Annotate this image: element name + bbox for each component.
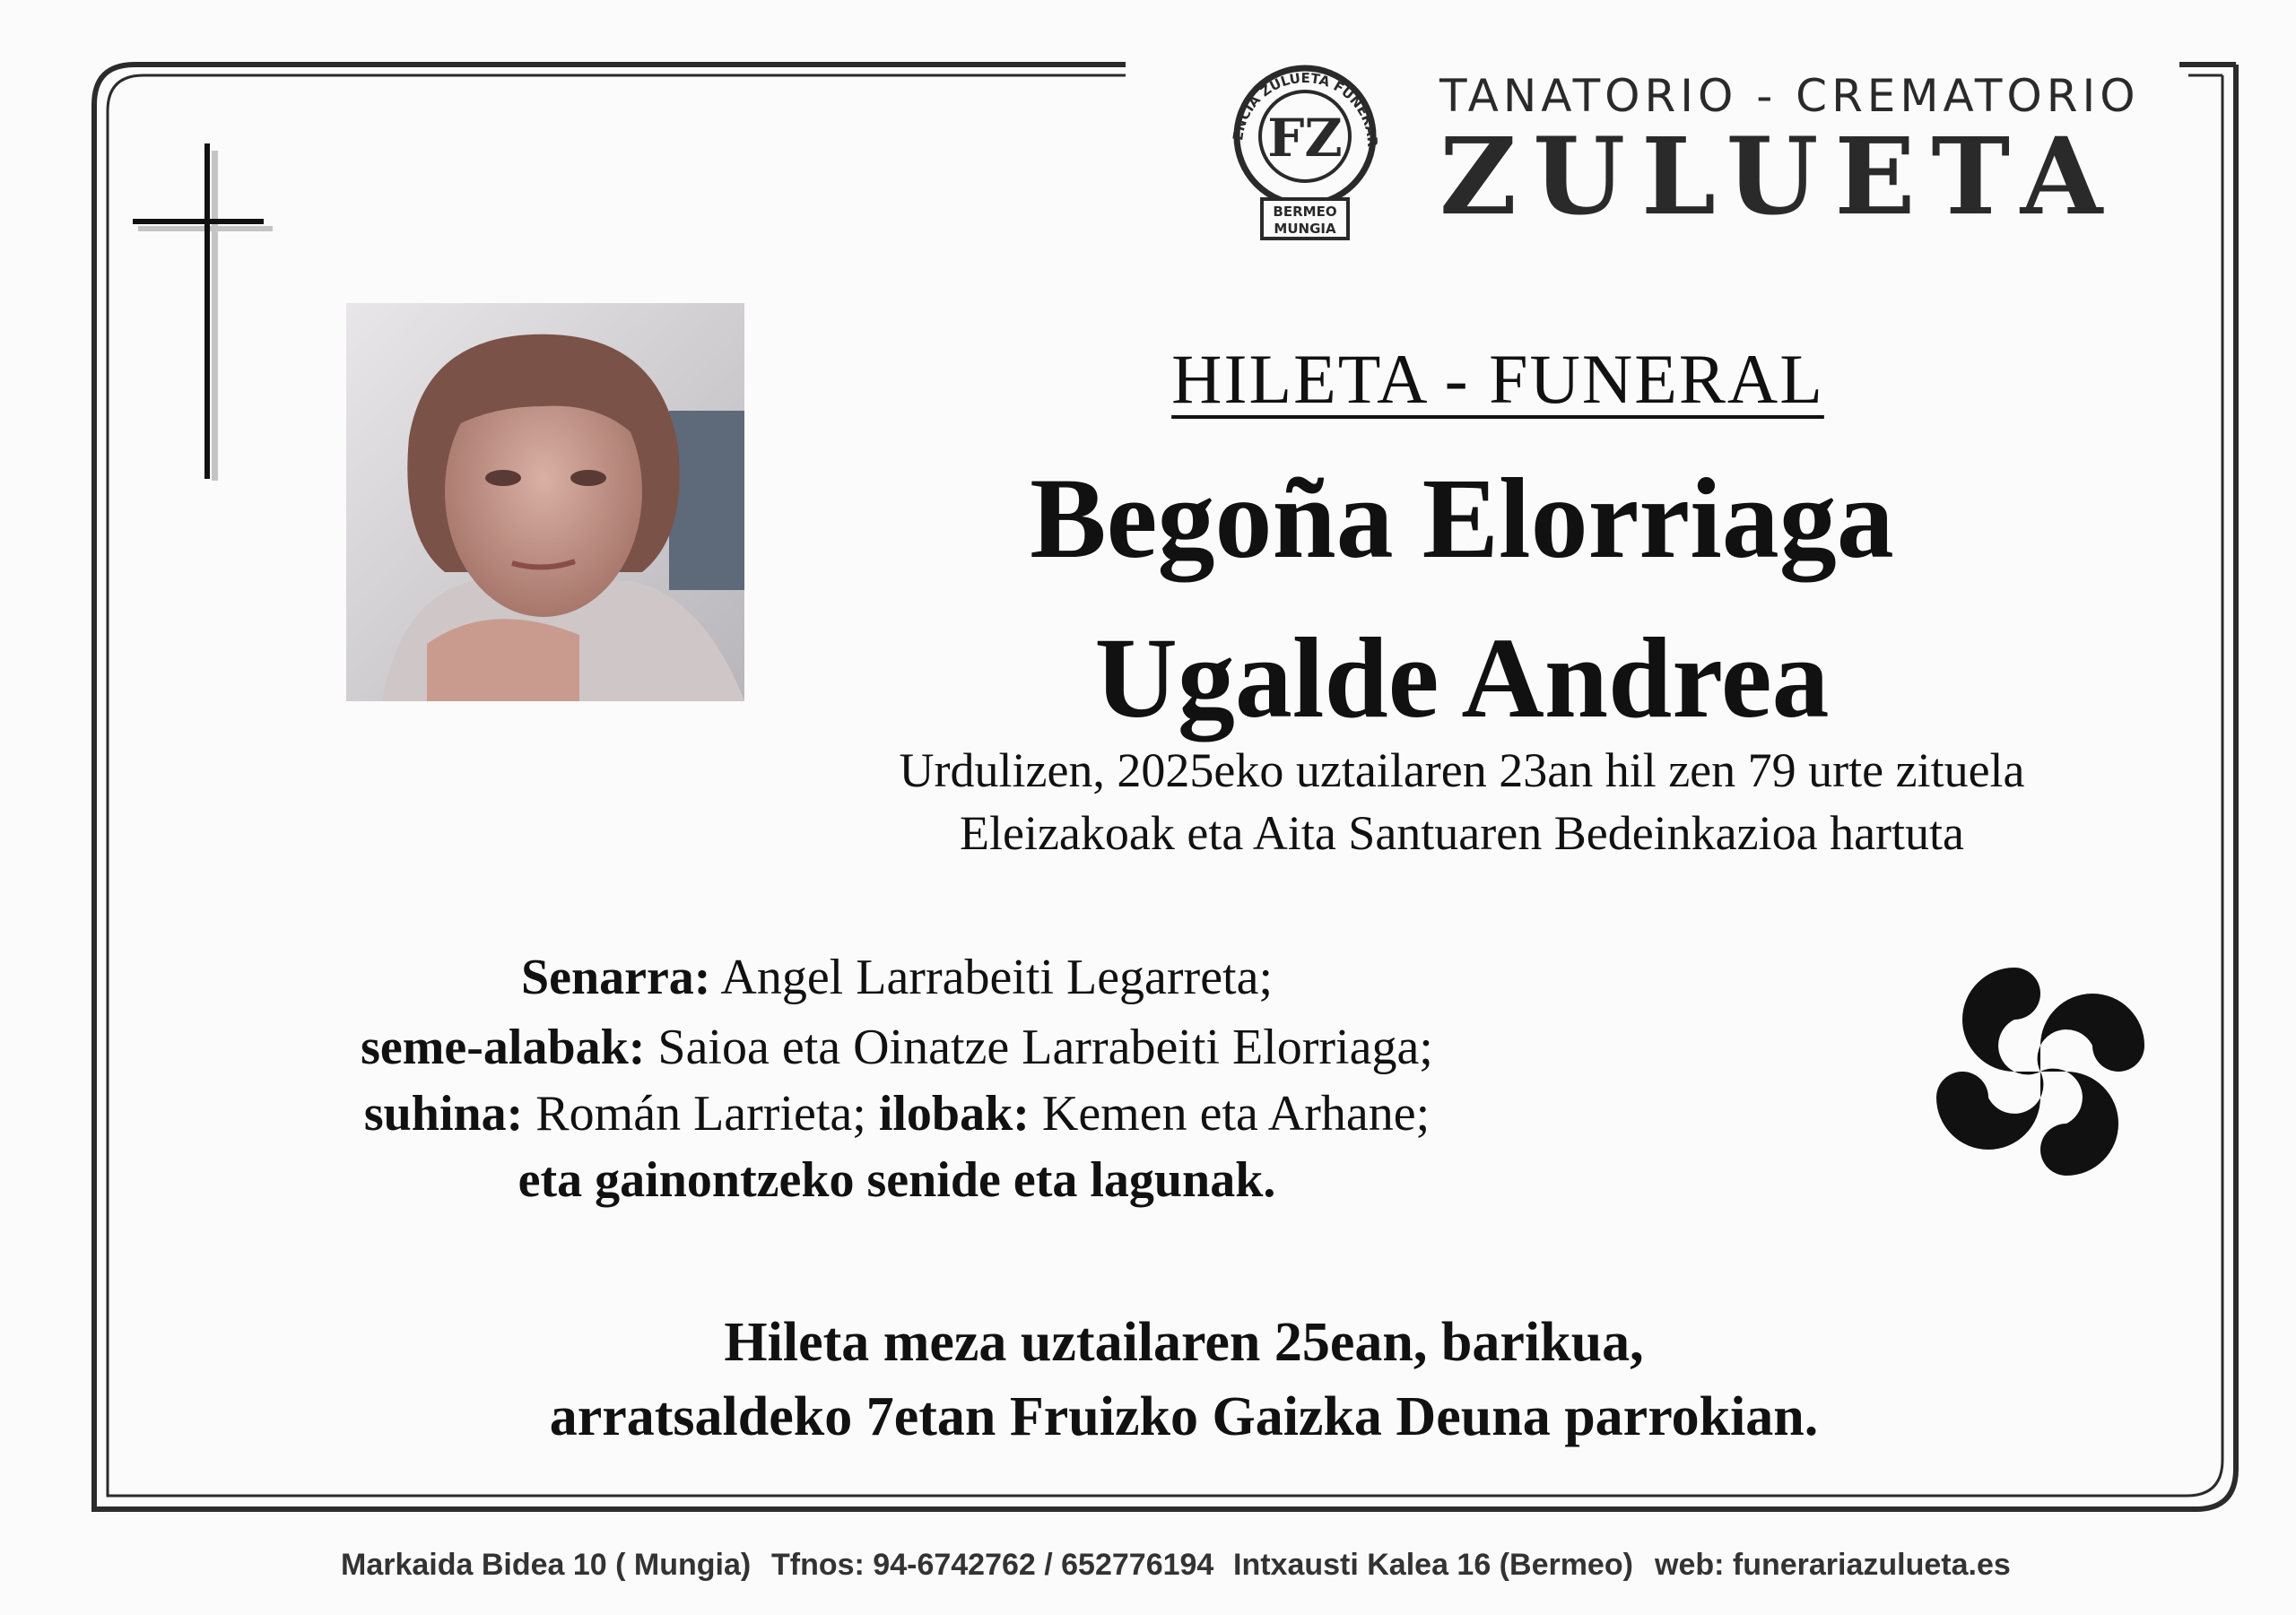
sacrament-info: Eleizakoak eta Aita Santuaren Bedeinkazioa hartuta — [960, 806, 1964, 860]
lauburu-icon — [1910, 942, 2170, 1202]
footer-address-mungia: Markaida Bidea 10 ( Mungia) — [341, 1548, 752, 1582]
logo-ring-top: ZULUETA — [1257, 69, 1332, 100]
spouse-label: Senarra: — [520, 950, 711, 1005]
death-info: Urdulizen, 2025eko uztailaren 23an hil zen 79 urte zituela — [899, 743, 2025, 797]
spouse-name: Angel Larrabeiti Legarreta; — [710, 950, 1274, 1005]
logo-monogram: FZ — [1267, 108, 1343, 169]
deceased-name-line1: Begoña Elorriaga — [1030, 455, 1894, 582]
grandchildren-names: Kemen eta Arhane; — [1029, 1086, 1431, 1142]
family-inlaws — [269, 1085, 1525, 1142]
children-names: Saioa eta Oinatze Larrabeiti Elorriaga; — [645, 1020, 1433, 1075]
footer-website[interactable]: web: funerariazulueta.es — [1655, 1548, 2011, 1582]
family-spouse — [269, 949, 1525, 1006]
brand-tagline: TANATORIO - CREMATORIO — [1439, 70, 2140, 122]
children-label: seme-alabak: — [361, 1020, 646, 1075]
logo-bottom-line2: MUNGIA — [1274, 221, 1336, 237]
soninlaw-name: Román Larrieta; — [523, 1086, 879, 1142]
mass-info-line1: Hileta meza uztailaren 25ean, barikua, — [724, 1312, 1644, 1373]
funeral-home-logo — [1224, 38, 1386, 244]
portrait-photo — [346, 303, 744, 701]
family-closing: eta gainontzeko senide eta lagunak. — [517, 1152, 1276, 1208]
cross-icon — [133, 143, 276, 484]
footer-address-bermeo: Intxausti Kalea 16 (Bermeo) — [1233, 1548, 1633, 1582]
brand-name: ZULUETA — [1439, 114, 2119, 239]
logo-ring-left: ENCIA — [1230, 91, 1264, 142]
footer-phones: Tfnos: 94-6742762 / 652776194 — [771, 1548, 1214, 1582]
logo-ring-right: FUNERAR — [1330, 77, 1381, 148]
grandchildren-label: ilobak: — [878, 1086, 1030, 1142]
mass-info-line2: arratsaldeko 7etan Fruizko Gaizka Deuna parrokian. — [549, 1386, 1819, 1447]
soninlaw-label: suhina: — [363, 1086, 524, 1142]
deceased-name-line2: Ugalde Andrea — [1094, 614, 1830, 742]
notice-heading: HILETA - FUNERAL — [1171, 340, 1824, 418]
family-children — [269, 1019, 1525, 1076]
logo-bottom-line1: BERMEO — [1273, 204, 1337, 220]
